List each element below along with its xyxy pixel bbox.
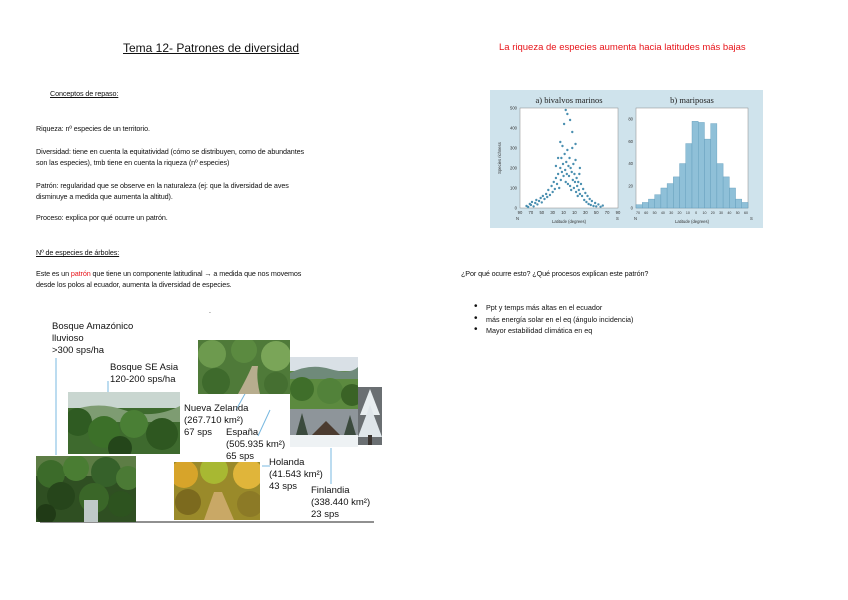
bar-mark bbox=[723, 177, 729, 208]
bar-y-tick-label: 60 bbox=[628, 138, 633, 144]
label-spain-species: 65 sps bbox=[226, 451, 254, 462]
bar-x-end-label: N bbox=[634, 216, 638, 221]
bar-x-tick-label: 40 bbox=[660, 211, 665, 215]
bar-x-tick-label: 20 bbox=[677, 211, 682, 215]
scatter-y-tick-label: 400 bbox=[510, 125, 517, 131]
bar-x-tick-label: 0 bbox=[695, 211, 698, 215]
scatter-point bbox=[575, 177, 577, 179]
new-zealand-forest-photo bbox=[198, 340, 290, 394]
trees-heading: Nº de especies de árboles: bbox=[36, 248, 120, 257]
scatter-point bbox=[541, 201, 543, 203]
bar-mark bbox=[692, 121, 698, 208]
scatter-point bbox=[560, 157, 562, 159]
snow-tree-photo bbox=[358, 387, 382, 445]
label-amazon-type: lluvioso bbox=[52, 333, 84, 344]
definition-diversidad-line-2: son las especies), tmb tiene en cuenta la riqueza (nº especies) bbox=[36, 158, 230, 167]
scatter-point bbox=[570, 189, 572, 191]
intro-text-b: que tiene un componente latitudinal → a medida que nos movemos bbox=[90, 269, 302, 278]
scatter-x-end-label: N bbox=[516, 216, 520, 221]
bar-mark bbox=[698, 122, 704, 208]
scatter-x-tick-label: 70 bbox=[528, 210, 534, 215]
scatter-point bbox=[531, 201, 533, 203]
scatter-point bbox=[550, 185, 552, 187]
page-title-left: Tema 12- Patrones de diversidad bbox=[123, 41, 300, 55]
label-amazon-name: Bosque Amazónico bbox=[52, 321, 134, 332]
scatter-point bbox=[574, 143, 576, 145]
bar-mark bbox=[717, 164, 723, 208]
scatter-point bbox=[566, 113, 568, 115]
label-finland-name: Finlandia bbox=[311, 485, 350, 496]
bar-x-end-label: S bbox=[750, 216, 753, 221]
question-text: ¿Por qué ocurre esto? ¿Qué procesos explican este patrón? bbox=[461, 269, 649, 278]
scatter-point bbox=[535, 199, 537, 201]
bar-mark bbox=[673, 177, 679, 208]
scatter-point bbox=[575, 191, 577, 193]
scatter-point bbox=[581, 195, 583, 197]
scatter-y-tick-label: 200 bbox=[510, 165, 517, 171]
bar-y-tick-label: 80 bbox=[628, 116, 633, 122]
scatter-point bbox=[555, 165, 557, 167]
scatter-point bbox=[559, 141, 561, 143]
scatter-point bbox=[576, 185, 578, 187]
scatter-point bbox=[587, 203, 589, 205]
scatter-point bbox=[569, 185, 571, 187]
scatter-point bbox=[553, 181, 555, 183]
scatter-point bbox=[568, 175, 570, 177]
label-amazon bbox=[52, 321, 133, 357]
scatter-x-tick-label: 90 bbox=[517, 210, 523, 215]
bar-mark bbox=[661, 188, 667, 208]
bar-mark bbox=[667, 184, 673, 208]
scatter-point bbox=[585, 201, 587, 203]
page-title-right: La riqueza de especies aumenta hacia latitudes más bajas bbox=[499, 42, 746, 53]
scatter-x-tick-label: 70 bbox=[604, 210, 610, 215]
scatter-x-tick-label: 10 bbox=[561, 210, 566, 215]
scatter-point bbox=[571, 147, 573, 149]
bar-x-tick-label: 10 bbox=[685, 211, 690, 215]
scatter-x-tick-label: 10 bbox=[572, 210, 577, 215]
latitude-charts bbox=[490, 90, 763, 228]
bar-mark bbox=[686, 144, 692, 208]
scatter-x-tick-label: 30 bbox=[550, 210, 556, 215]
se-asia-forest-photo bbox=[68, 392, 180, 454]
scatter-point bbox=[565, 161, 567, 163]
bullet-item: • Ppt y temps más altas en el ecuador bbox=[474, 302, 633, 314]
bar-mark bbox=[729, 188, 735, 208]
scatter-point bbox=[538, 200, 540, 202]
scatter-y-tick-label: 500 bbox=[510, 105, 517, 111]
label-se-asia bbox=[110, 362, 178, 386]
bar-x-tick-label: 20 bbox=[710, 211, 715, 215]
label-holland-area: (41.543 km²) bbox=[269, 469, 323, 480]
label-nz-name: Nueva Zelanda bbox=[184, 403, 249, 414]
definition-diversidad-line-1: Diversidad: tiene en cuenta la equitatividad (cómo se distribuyen, como de abundantes bbox=[36, 147, 304, 156]
definition-proceso: Proceso: explica por qué ocurre un patrón. bbox=[36, 213, 168, 222]
scatter-y-axis-label: Species richness bbox=[497, 142, 502, 174]
scatter-point bbox=[577, 195, 579, 197]
scatter-point bbox=[578, 173, 580, 175]
scatter-point bbox=[547, 189, 549, 191]
scatter-point bbox=[588, 198, 590, 200]
bar-y-tick-label: 0 bbox=[630, 205, 633, 211]
label-finland bbox=[311, 485, 370, 521]
definition-patron-line-2: disminuye a medida que aumenta la altitud). bbox=[36, 192, 173, 201]
bar-y-tick-label: 20 bbox=[628, 183, 633, 189]
scatter-point bbox=[568, 157, 570, 159]
scatter-point bbox=[536, 203, 538, 205]
label-se-asia-name: Bosque SE Asia bbox=[110, 362, 179, 373]
latitude-charts-panel bbox=[490, 90, 763, 228]
scatter-point bbox=[556, 183, 558, 185]
review-heading: Conceptos de repaso: bbox=[50, 89, 119, 98]
label-spain-name: España bbox=[226, 427, 259, 438]
scatter-point bbox=[579, 167, 581, 169]
bar-mark bbox=[680, 164, 686, 208]
scatter-point bbox=[546, 196, 548, 198]
holland-forest-photo bbox=[174, 462, 260, 520]
scatter-point bbox=[527, 206, 529, 208]
bar-mark bbox=[704, 139, 710, 208]
scatter-point bbox=[573, 187, 575, 189]
scatter-point bbox=[532, 205, 534, 207]
scatter-point bbox=[599, 206, 601, 208]
scatter-x-tick-label: 50 bbox=[539, 210, 545, 215]
stray-dot: . bbox=[209, 308, 211, 315]
spain-forest-photo bbox=[290, 357, 358, 409]
scatter-point bbox=[565, 181, 567, 183]
scatter-point bbox=[580, 183, 582, 185]
scatter-point bbox=[565, 109, 567, 111]
bar-mark bbox=[742, 202, 748, 208]
scatter-point bbox=[597, 203, 599, 205]
scatter-point bbox=[534, 202, 536, 204]
scatter-point bbox=[572, 179, 574, 181]
scatter-point bbox=[583, 199, 585, 201]
scatter-point bbox=[563, 123, 565, 125]
scatter-point bbox=[562, 175, 564, 177]
scatter-point bbox=[582, 188, 584, 190]
scatter-point bbox=[566, 149, 568, 151]
scatter-x-tick-label: 50 bbox=[593, 210, 599, 215]
scatter-point bbox=[557, 173, 559, 175]
scatter-x-tick-label: 90 bbox=[615, 210, 621, 215]
scatter-point bbox=[573, 173, 575, 175]
label-nz-area: (267.710 km²) bbox=[184, 415, 244, 426]
winter-hut-photo bbox=[290, 409, 358, 447]
scatter-point bbox=[578, 189, 580, 191]
bar-x-tick-label: 40 bbox=[727, 211, 732, 215]
scatter-x-end-label: S bbox=[616, 216, 619, 221]
scatter-y-tick-label: 100 bbox=[510, 185, 517, 191]
bar-x-tick-label: 30 bbox=[669, 211, 674, 215]
label-spain-area: (505.935 km²) bbox=[226, 439, 286, 450]
definition-patron-line-1: Patrón: regularidad que se observe en la naturaleza (ej: que la diversidad de aves bbox=[36, 181, 289, 190]
scatter-point bbox=[567, 165, 569, 167]
bar-mark bbox=[636, 205, 642, 208]
scatter-point bbox=[562, 163, 564, 165]
bar-x-tick-label: 70 bbox=[636, 211, 640, 215]
bar-x-tick-label: 60 bbox=[644, 211, 649, 215]
process-bullet-list bbox=[474, 302, 633, 337]
bar-x-axis-label: Latitude (degrees) bbox=[675, 219, 709, 224]
intro-line-2: desde los polos al ecuador, aumenta la diversidad de especies. bbox=[36, 280, 232, 289]
scatter-x-tick-label: 30 bbox=[582, 210, 588, 215]
scatter-point bbox=[543, 198, 545, 200]
scatter-point bbox=[563, 153, 565, 155]
label-holland-species: 43 sps bbox=[269, 481, 297, 492]
scatter-y-tick-label: 0 bbox=[514, 205, 517, 211]
scatter-point bbox=[571, 131, 573, 133]
scatter-point bbox=[592, 205, 594, 207]
label-finland-species: 23 sps bbox=[311, 509, 339, 520]
scatter-point bbox=[571, 171, 573, 173]
scatter-point bbox=[591, 200, 593, 202]
scatter-point bbox=[561, 171, 563, 173]
bullet-item: • Mayor estabilidad climática en eq bbox=[474, 325, 633, 337]
bar-x-tick-label: 50 bbox=[735, 211, 740, 215]
scatter-point bbox=[574, 159, 576, 161]
scatter-point bbox=[584, 192, 586, 194]
scatter-point bbox=[586, 195, 588, 197]
scatter-point bbox=[554, 188, 556, 190]
bar-mark bbox=[711, 124, 717, 208]
scatter-point bbox=[567, 183, 569, 185]
bar-title: b) mariposas bbox=[670, 95, 714, 105]
scatter-point bbox=[549, 194, 551, 196]
scatter-point bbox=[551, 191, 553, 193]
scatter-point bbox=[569, 119, 571, 121]
scatter-point bbox=[594, 202, 596, 204]
intro-highlight: patrón bbox=[70, 269, 91, 278]
scatter-point bbox=[555, 177, 557, 179]
bullet-item: • más energía solar en el eq (ángulo incidencia) bbox=[474, 314, 633, 326]
scatter-point bbox=[557, 157, 559, 159]
bar-x-tick-label: 30 bbox=[719, 211, 724, 215]
scatter-point bbox=[545, 193, 547, 195]
intro-text-a: Este es un bbox=[36, 269, 71, 278]
scatter-x-axis-label: Latitude (degrees) bbox=[552, 219, 586, 224]
label-amazon-density: >300 sps/ha bbox=[52, 345, 105, 356]
scatter-point bbox=[579, 193, 581, 195]
scatter-point bbox=[577, 181, 579, 183]
scatter-point bbox=[539, 197, 541, 199]
bar-mark bbox=[642, 202, 648, 208]
definition-riqueza: Riqueza: nº especies de un territorio. bbox=[36, 124, 150, 133]
label-nz-species: 67 sps bbox=[184, 427, 212, 438]
scatter-point bbox=[559, 167, 561, 169]
bar-x-tick-label: 50 bbox=[652, 211, 657, 215]
bar-mark bbox=[648, 199, 654, 208]
label-finland-area: (338.440 km²) bbox=[311, 497, 371, 508]
label-se-asia-density: 120-200 sps/ha bbox=[110, 374, 176, 385]
scatter-point bbox=[564, 169, 566, 171]
scatter-point bbox=[569, 167, 571, 169]
scatter-point bbox=[560, 179, 562, 181]
scatter-point bbox=[558, 187, 560, 189]
amazon-forest-photo bbox=[36, 456, 136, 522]
scatter-point bbox=[572, 163, 574, 165]
bar-mark bbox=[655, 195, 661, 208]
scatter-point bbox=[590, 204, 592, 206]
scatter-title: a) bivalvos marinos bbox=[535, 95, 603, 105]
scatter-point bbox=[542, 195, 544, 197]
scatter-point bbox=[530, 204, 532, 206]
scatter-point bbox=[561, 145, 563, 147]
scatter-point bbox=[574, 181, 576, 183]
scatter-point bbox=[566, 173, 568, 175]
bar-x-tick-label: 60 bbox=[744, 211, 748, 215]
scatter-point bbox=[602, 204, 604, 206]
bar-mark bbox=[736, 199, 742, 208]
bar-x-tick-label: 10 bbox=[702, 211, 707, 215]
label-holland-name: Holanda bbox=[269, 457, 305, 468]
scatter-y-tick-label: 300 bbox=[510, 145, 517, 151]
bar-y-tick-label: 40 bbox=[628, 161, 633, 167]
scatter-point bbox=[595, 205, 597, 207]
